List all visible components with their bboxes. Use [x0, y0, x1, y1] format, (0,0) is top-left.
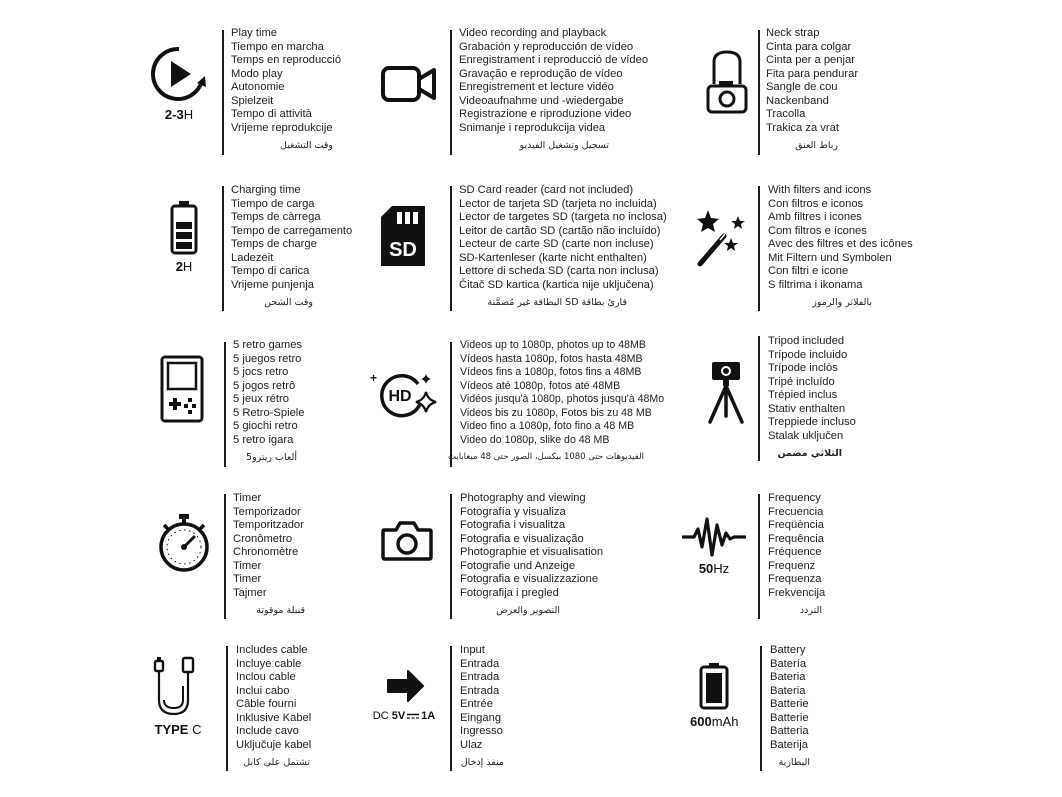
battery-text: Battery Batería Bateria Bateria Batterie Batterie Batteria Baterija البطارية [770, 644, 810, 768]
arabic-label: وقت التشغيل [280, 140, 333, 151]
divider [450, 186, 452, 311]
usb-cable-icon [152, 656, 204, 737]
play-time-caption: 2-3H [164, 107, 194, 122]
frequency-caption: 50Hz [698, 561, 730, 576]
video-text: Video recording and playback Grabación y reproducción de vídeo Enregistrament i reproducció de vídeo Gravação e reprodução de vídeo Enregistrement et lecture vidéo Videoaufnahme und -wiedergabe Registrazione e riproduzione video Snimanje i reprodukcija videa تسجيل وتشغيل الفيديو [459, 27, 649, 151]
neck-strap-camera-icon [706, 48, 748, 116]
divider [222, 186, 224, 311]
dc-symbol-icon [406, 713, 420, 720]
divider [450, 342, 452, 467]
dc-input-caption: DC 5V 1A [372, 710, 436, 722]
divider [758, 336, 760, 461]
stopwatch-icon [158, 513, 210, 573]
sd-card-text: SD Card reader (card not included) Lector de tarjeta SD (tarjeta no incluida) Lector de targetes SD (targeta no inclosa) Leitor de cartão SD (cartão não incluído) Lecteur de carte SD (carte non incluse) SD-Kartenleser (karte nicht enthalten) Lettore di scheda SD (carta non inclusa) Čitač SD kartica (kartica nije uključena) قارئ بطاقة SD البطاقة غير مُضمَّنة [459, 184, 667, 308]
hd-text: Videos up to 1080p, photos up to 48MB Vídeos hasta 1080p, fotos hasta 48MB Vídeos fins a 1080p, fotos fins a 48MB Vídeos até 1080p, fotos até 48MB Vidéos jusqu'à 1080p, photos jusqu'à 48Mo Videos bis zu 1080p, Fotos bis zu 48 MB Video fino a 1080p, foto fino a 48 MB Video do 1080p, slike do 48 MB الفيديوهات حتى 1080 بيكسل، الصور حتى 48 ميغابايت [460, 339, 664, 465]
games-text: 5 retro games 5 juegos retro 5 jocs retro 5 jogos retrô 5 jeux rétro 5 Retro-Spiele 5 giochi retro 5 retro igara ألعاب ريترو5 [233, 339, 305, 463]
divider [222, 30, 224, 155]
divider [224, 342, 226, 467]
handheld-console-icon [160, 355, 204, 423]
divider [758, 494, 760, 619]
timer-text: Timer Temporizador Temporitzador Cronômetro Chronomètre Timer Timer Tajmer قنبلة موقوتة [233, 492, 305, 616]
battery-caption: 600mAh [690, 714, 739, 729]
divider [760, 646, 762, 771]
photo-camera-icon [380, 520, 434, 562]
charging-caption: 2H [175, 259, 193, 274]
arabic-label: منفذ إدخال [460, 757, 504, 768]
divider [450, 30, 452, 155]
divider [450, 494, 452, 619]
battery-charging-icon [170, 200, 198, 274]
arabic-label: الثلاثي مضمن [777, 448, 842, 459]
play-time-icon [150, 45, 208, 122]
neck-strap-text: Neck strap Cinta para colgar Cinta per a penjar Fita para pendurar Sangle de cou Nackenband Tracolla Trakica za vrat رباط العنق [766, 27, 859, 151]
arabic-label: البطارية [778, 757, 810, 768]
arabic-label: التردد [799, 605, 822, 616]
input-text: Input Entrada Entrada Entrada Entrée Eingang Ingresso Ulaz منفذ إدخال [460, 644, 504, 768]
arabic-label: تشتمل على كابل [243, 757, 310, 768]
tripod-text: Tripod included Trípode incluido Trípode inclòs Tripé incluído Trépied inclus Stativ enthalten Treppiede incluso Stalak uključen الثلاثي مضمن [768, 335, 856, 459]
arabic-label: التصوير والعرض [496, 605, 560, 616]
magic-wand-stars-icon [694, 208, 750, 268]
svg-text:SD: SD [389, 239, 417, 261]
divider [226, 646, 228, 771]
divider [224, 494, 226, 619]
battery-full-icon [690, 662, 738, 729]
divider [450, 646, 452, 771]
tripod-camera-icon [706, 360, 746, 424]
sd-card-icon [380, 205, 426, 267]
waveform-icon [682, 517, 746, 576]
arabic-label: بالفلاتر والرموز [812, 297, 872, 308]
filters-text: With filters and icons Con filtros e iconos Amb filtres i icones Com filtros e ícones Avec des filtres et des icônes Mit Filtern und Symbolen Con filtri e icone S filtrima i ikonama بالفلاتر والرموز [768, 184, 913, 308]
divider [758, 30, 760, 155]
video-camera-icon [380, 64, 438, 104]
input-arrow-icon [368, 666, 440, 722]
cable-caption: TYPE C [154, 722, 202, 737]
cable-text: Includes cable Incluye cable Inclou cable Inclui cabo Câble fourni Inklusive Kabel Include cavo Uključuje kabel تشتمل على كابل [236, 644, 312, 768]
frequency-text: Frequency Frecuencia Freqüència Frequência Fréquence Frequenz Frequenza Frekvencija التردد [768, 492, 826, 616]
play-time-text: Play time Tiempo en marcha Temps en reproducció Modo play Autonomie Spielzeit Tempo di attività Vrijeme reprodukcije وقت التشغيل [231, 27, 342, 151]
arabic-label: قارئ بطاقة SD البطاقة غير مُضمَّنة [487, 297, 627, 308]
photo-text: Photography and viewing Fotografía y visualiza Fotografia i visualitza Fotografia e visualização Photographie et visualisation Fotografie und Anzeige Fotografia e visualizzazione Fotografija i pregled التصوير والعرض [460, 492, 604, 616]
arabic-label: ألعاب ريترو5 [246, 452, 297, 463]
arabic-label: الفيديوهات حتى 1080 بيكسل، الصور حتى 48 ميغابايت [448, 452, 644, 462]
arabic-label: رباط العنق [795, 140, 838, 151]
svg-text:HD: HD [388, 388, 412, 405]
divider [758, 186, 760, 311]
arabic-label: قنبلة موقوتة [256, 605, 305, 616]
svg-text:+: + [370, 371, 378, 385]
arabic-label: وقت الشحن [264, 297, 313, 308]
arabic-label: تسجيل وتشغيل الفيديو [519, 140, 609, 151]
charging-text: Charging time Tiempo de carga Temps de càrrega Tempo de carregamento Temps de charge Ladezeit Tempo di carica Vrijeme punjenja وقت الشحن [231, 184, 353, 308]
hd-sparkle-icon [368, 370, 440, 422]
